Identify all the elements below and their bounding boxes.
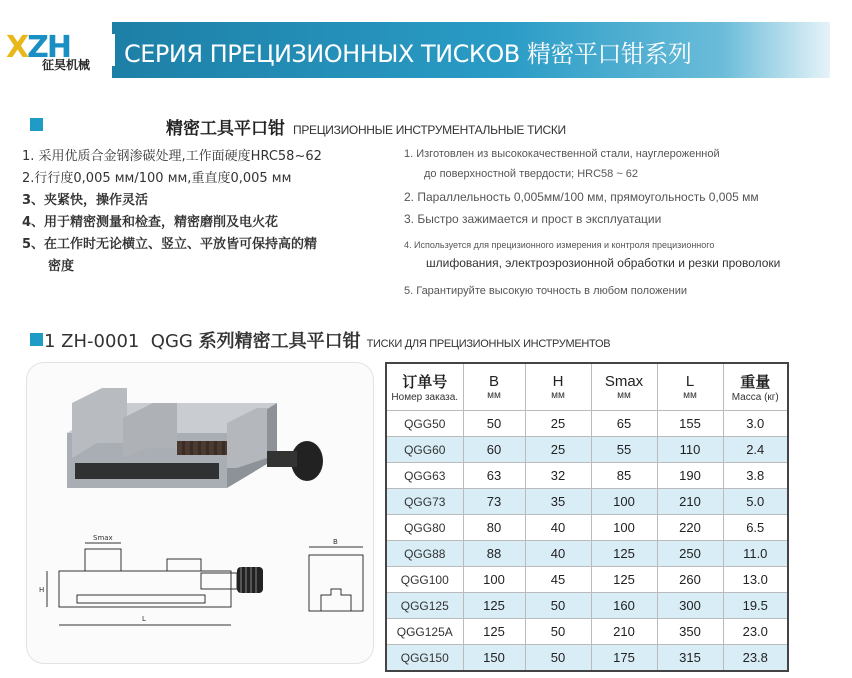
- cell-b: 88: [463, 541, 525, 567]
- feature-ru-item: до поверхностной твердости; HRC58 ~ 62: [424, 168, 639, 180]
- feature-cn-item: 1. 采用优质合金钢渗碳处理,工作面硬度HRC58~62: [22, 149, 322, 164]
- drawing-label-h: H: [39, 586, 45, 594]
- cell-weight: 5.0: [723, 489, 788, 515]
- cell-b: 80: [463, 515, 525, 541]
- feature-cn-item: 密度: [48, 259, 75, 274]
- cell-weight: 2.4: [723, 437, 788, 463]
- cell-b: 125: [463, 593, 525, 619]
- section-bullet-square: [30, 118, 43, 131]
- vise-slot: [75, 463, 219, 479]
- drawing-knob: [237, 567, 263, 593]
- section2-bullet-square: [30, 333, 43, 346]
- table-row: [386, 437, 788, 463]
- cell-smax: 210: [591, 619, 657, 645]
- cell-l: 260: [657, 567, 723, 593]
- table-row: [386, 619, 788, 645]
- cell-smax: 125: [591, 567, 657, 593]
- cell-weight: 19.5: [723, 593, 788, 619]
- cell-weight: 13.0: [723, 567, 788, 593]
- banner-divider: [112, 34, 115, 66]
- cell-l: 300: [657, 593, 723, 619]
- cell-h: 40: [525, 541, 591, 567]
- cell-smax: 100: [591, 515, 657, 541]
- cell-h: 25: [525, 437, 591, 463]
- cell-weight: 11.0: [723, 541, 788, 567]
- feature-ru-item: 5. Гарантируйте высокую точность в любом положении: [404, 285, 687, 297]
- feature-ru-item: 1. Изготовлен из высококачественной стали, науглероженной: [404, 148, 720, 160]
- feature-ru-item: 3. Быстро зажимается и прост в эксплуатации: [404, 212, 662, 226]
- feature-cn-item: 2.行行度0,005 мм/100 мм,重直度0,005 мм: [22, 171, 292, 186]
- cell-model: QGG150: [386, 645, 463, 672]
- header-banner: [112, 22, 830, 78]
- table-row: [386, 593, 788, 619]
- col-header-smax: Smax мм: [591, 363, 657, 411]
- banner-title: СЕРИЯ ПРЕЦИЗИОННЫХ ТИСКОВ 精密平口钳系列: [124, 40, 692, 68]
- cell-l: 210: [657, 489, 723, 515]
- cell-smax: 65: [591, 411, 657, 437]
- table-row: [386, 411, 788, 437]
- cell-h: 50: [525, 645, 591, 672]
- drawing-label-smax: Smax: [93, 534, 113, 542]
- feature-cn-item: 3、夹紧快，操作灵活: [22, 193, 149, 208]
- col-header-order-no: 订单号 Номер заказа.: [386, 363, 463, 411]
- cell-model: QGG60: [386, 437, 463, 463]
- feature-cn-item: 4、用于精密测量和检查，精密磨削及电火花: [22, 215, 279, 230]
- section2-title: [44, 327, 610, 353]
- vise-technical-drawing: [47, 543, 363, 625]
- section2-code: 1 ZH-0001: [44, 331, 140, 352]
- col-header-l: L мм: [657, 363, 723, 411]
- cell-model: QGG125: [386, 593, 463, 619]
- drawing-label-b: B: [333, 538, 338, 546]
- cell-b: 150: [463, 645, 525, 672]
- cell-smax: 175: [591, 645, 657, 672]
- cell-smax: 100: [591, 489, 657, 515]
- features-ru-list: [404, 148, 844, 302]
- cell-model: QGG50: [386, 411, 463, 437]
- features-cn-list: [22, 146, 382, 278]
- cell-model: QGG73: [386, 489, 463, 515]
- table-row: [386, 567, 788, 593]
- feature-ru-item: 4. Используется для прецизионного измерения и контроля прецизионного: [404, 240, 715, 250]
- drawing-label-l: L: [142, 615, 146, 623]
- cell-weight: 23.8: [723, 645, 788, 672]
- col-header-h: H мм: [525, 363, 591, 411]
- specs-table: [385, 362, 789, 672]
- cell-h: 35: [525, 489, 591, 515]
- table-row: [386, 489, 788, 515]
- cell-model: QGG80: [386, 515, 463, 541]
- logo-company-name: 征昊机械: [42, 58, 91, 72]
- cell-b: 125: [463, 619, 525, 645]
- cell-l: 110: [657, 437, 723, 463]
- section1-title: [166, 114, 566, 139]
- cell-l: 315: [657, 645, 723, 672]
- section2-model: QGG: [150, 331, 193, 352]
- table-row: [386, 645, 788, 672]
- cell-h: 50: [525, 593, 591, 619]
- feature-ru-item: 2. Параллельность 0,005мм/100 мм, прямоугольность 0,005 мм: [404, 190, 759, 204]
- cell-h: 40: [525, 515, 591, 541]
- vise-knob-shaft: [267, 451, 297, 467]
- cell-l: 190: [657, 463, 723, 489]
- cell-l: 220: [657, 515, 723, 541]
- cell-b: 73: [463, 489, 525, 515]
- feature-ru-item: шлифования, электроэрозионной обработки и резки проволоки: [426, 256, 781, 270]
- cell-h: 25: [525, 411, 591, 437]
- cell-b: 60: [463, 437, 525, 463]
- cell-smax: 85: [591, 463, 657, 489]
- cell-b: 63: [463, 463, 525, 489]
- cell-weight: 23.0: [723, 619, 788, 645]
- cell-l: 350: [657, 619, 723, 645]
- section1-title-ru: ПРЕЦИЗИОННЫЕ ИНСТРУМЕНТАЛЬНЫЕ ТИСКИ: [293, 123, 566, 137]
- cell-h: 32: [525, 463, 591, 489]
- table-header-row: [386, 363, 788, 411]
- col-header-weight: 重量 Масса (кг): [723, 363, 788, 411]
- product-image-panel: [26, 362, 374, 664]
- cell-model: QGG100: [386, 567, 463, 593]
- section1-title-cn: 精密工具平口钳: [166, 119, 285, 139]
- cell-smax: 125: [591, 541, 657, 567]
- cell-model: QGG63: [386, 463, 463, 489]
- cell-smax: 160: [591, 593, 657, 619]
- cell-h: 45: [525, 567, 591, 593]
- feature-cn-item: 5、在工作时无论横立、竖立、平放皆可保持高的精: [22, 237, 318, 252]
- cell-weight: 3.8: [723, 463, 788, 489]
- cell-b: 50: [463, 411, 525, 437]
- cell-weight: 3.0: [723, 411, 788, 437]
- cell-smax: 55: [591, 437, 657, 463]
- col-header-b: B мм: [463, 363, 525, 411]
- section2-title-ru: ТИСКИ ДЛЯ ПРЕЦИЗИОННЫХ ИНСТРУМЕНТОВ: [366, 338, 611, 350]
- cell-l: 155: [657, 411, 723, 437]
- table-row: [386, 463, 788, 489]
- company-logo: [6, 26, 112, 72]
- cell-model: QGG88: [386, 541, 463, 567]
- vise-illustration: [27, 363, 373, 663]
- table-row: [386, 515, 788, 541]
- cell-model: QGG125A: [386, 619, 463, 645]
- cell-h: 50: [525, 619, 591, 645]
- cell-l: 250: [657, 541, 723, 567]
- cell-weight: 6.5: [723, 515, 788, 541]
- cell-b: 100: [463, 567, 525, 593]
- table-row: [386, 541, 788, 567]
- logo-mark: XZH: [6, 30, 71, 65]
- section2-title-cn: 系列精密工具平口钳: [198, 331, 361, 352]
